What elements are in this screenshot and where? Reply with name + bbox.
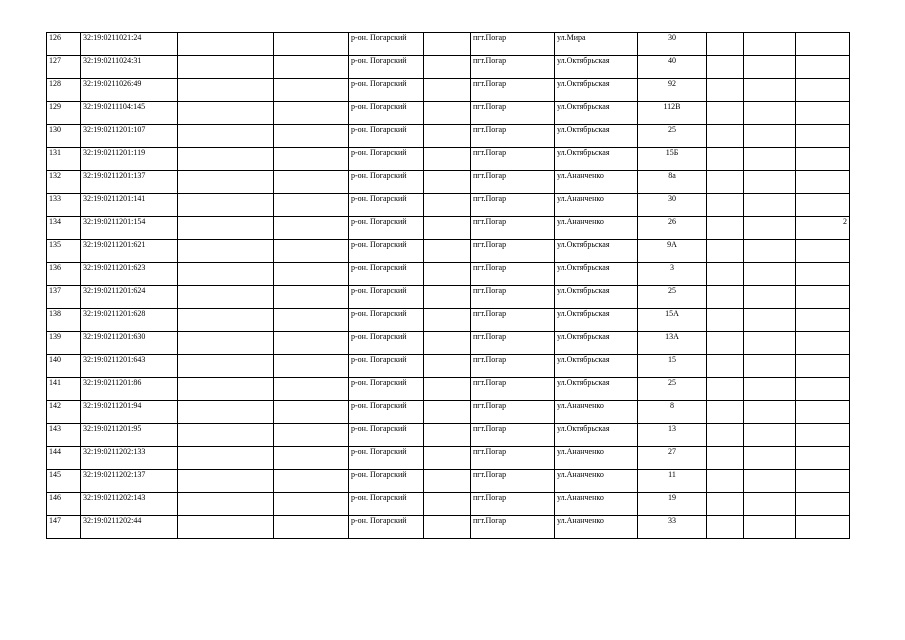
table-row (47, 171, 850, 194)
cadastral-number: 32:19:0211202:143 (81, 493, 178, 516)
empty-cell (424, 194, 471, 217)
empty-cell (707, 470, 744, 493)
empty-cell (707, 401, 744, 424)
empty-cell (274, 102, 349, 125)
town: пгт.Погар (471, 355, 555, 378)
district: р-он. Погарский (349, 33, 424, 56)
table-body (47, 33, 850, 539)
empty-cell (707, 309, 744, 332)
town: пгт.Погар (471, 102, 555, 125)
empty-cell (424, 332, 471, 355)
row-number: 145 (47, 470, 81, 493)
cadastral-number: 32:19:0211104:145 (81, 102, 178, 125)
empty-cell (274, 79, 349, 102)
empty-cell (424, 102, 471, 125)
extra-value (796, 309, 850, 332)
empty-cell (744, 102, 796, 125)
empty-cell (707, 263, 744, 286)
empty-cell (274, 470, 349, 493)
house-number: 9А (638, 240, 707, 263)
empty-cell (707, 424, 744, 447)
table-row (47, 263, 850, 286)
empty-cell (178, 56, 274, 79)
house-number: 19 (638, 493, 707, 516)
empty-cell (707, 217, 744, 240)
empty-cell (707, 378, 744, 401)
row-number: 128 (47, 79, 81, 102)
house-number: 30 (638, 194, 707, 217)
row-number: 134 (47, 217, 81, 240)
table-row (47, 516, 850, 539)
cadastral-number: 32:19:0211201:94 (81, 401, 178, 424)
house-number: 92 (638, 79, 707, 102)
extra-value (796, 102, 850, 125)
house-number: 27 (638, 447, 707, 470)
empty-cell (178, 355, 274, 378)
empty-cell (274, 493, 349, 516)
district: р-он. Погарский (349, 355, 424, 378)
empty-cell (274, 33, 349, 56)
district: р-он. Погарский (349, 447, 424, 470)
town: пгт.Погар (471, 516, 555, 539)
table-row (47, 102, 850, 125)
empty-cell (274, 125, 349, 148)
row-number: 133 (47, 194, 81, 217)
empty-cell (274, 332, 349, 355)
street: ул.Ананченко (555, 493, 638, 516)
cadastral-number: 32:19:0211201:624 (81, 286, 178, 309)
empty-cell (707, 125, 744, 148)
house-number: 15Б (638, 148, 707, 171)
empty-cell (424, 148, 471, 171)
town: пгт.Погар (471, 240, 555, 263)
house-number: 13 (638, 424, 707, 447)
empty-cell (274, 378, 349, 401)
empty-cell (744, 79, 796, 102)
house-number: 8 (638, 401, 707, 424)
street: ул.Ананченко (555, 217, 638, 240)
town: пгт.Погар (471, 309, 555, 332)
street: ул.Октябрьская (555, 332, 638, 355)
street: ул.Октябрьская (555, 79, 638, 102)
empty-cell (178, 470, 274, 493)
empty-cell (707, 516, 744, 539)
empty-cell (707, 332, 744, 355)
empty-cell (424, 56, 471, 79)
property-register-table (46, 32, 850, 539)
street: ул.Октябрьская (555, 424, 638, 447)
extra-value (796, 332, 850, 355)
empty-cell (707, 56, 744, 79)
empty-cell (178, 240, 274, 263)
district: р-он. Погарский (349, 79, 424, 102)
extra-value (796, 171, 850, 194)
empty-cell (744, 355, 796, 378)
street: ул.Ананченко (555, 171, 638, 194)
empty-cell (274, 194, 349, 217)
empty-cell (274, 401, 349, 424)
empty-cell (178, 332, 274, 355)
empty-cell (424, 286, 471, 309)
row-number: 138 (47, 309, 81, 332)
extra-value: 2 (796, 217, 850, 240)
empty-cell (744, 263, 796, 286)
empty-cell (178, 194, 274, 217)
cadastral-number: 32:19:0211201:107 (81, 125, 178, 148)
table-row (47, 355, 850, 378)
extra-value (796, 56, 850, 79)
empty-cell (274, 56, 349, 79)
street: ул.Октябрьская (555, 355, 638, 378)
street: ул.Ананченко (555, 194, 638, 217)
district: р-он. Погарский (349, 493, 424, 516)
empty-cell (274, 240, 349, 263)
extra-value (796, 240, 850, 263)
house-number: 8а (638, 171, 707, 194)
town: пгт.Погар (471, 125, 555, 148)
empty-cell (744, 148, 796, 171)
row-number: 131 (47, 148, 81, 171)
empty-cell (744, 493, 796, 516)
street: ул.Мира (555, 33, 638, 56)
cadastral-number: 32:19:0211202:133 (81, 447, 178, 470)
empty-cell (744, 240, 796, 263)
street: ул.Октябрьская (555, 56, 638, 79)
street: ул.Октябрьская (555, 378, 638, 401)
town: пгт.Погар (471, 447, 555, 470)
empty-cell (744, 516, 796, 539)
row-number: 144 (47, 447, 81, 470)
empty-cell (744, 286, 796, 309)
empty-cell (744, 217, 796, 240)
house-number: 25 (638, 125, 707, 148)
row-number: 139 (47, 332, 81, 355)
empty-cell (744, 332, 796, 355)
house-number: 25 (638, 286, 707, 309)
empty-cell (178, 125, 274, 148)
table-row (47, 447, 850, 470)
district: р-он. Погарский (349, 286, 424, 309)
house-number: 112В (638, 102, 707, 125)
empty-cell (707, 148, 744, 171)
house-number: 25 (638, 378, 707, 401)
extra-value (796, 493, 850, 516)
extra-value (796, 148, 850, 171)
extra-value (796, 447, 850, 470)
table-row (47, 401, 850, 424)
empty-cell (274, 148, 349, 171)
cadastral-number: 32:19:0211201:95 (81, 424, 178, 447)
table-row (47, 332, 850, 355)
extra-value (796, 263, 850, 286)
cadastral-number: 32:19:0211201:643 (81, 355, 178, 378)
empty-cell (274, 309, 349, 332)
empty-cell (178, 171, 274, 194)
street: ул.Ананченко (555, 470, 638, 493)
empty-cell (424, 79, 471, 102)
town: пгт.Погар (471, 332, 555, 355)
empty-cell (744, 447, 796, 470)
street: ул.Ананченко (555, 516, 638, 539)
row-number: 127 (47, 56, 81, 79)
empty-cell (707, 355, 744, 378)
town: пгт.Погар (471, 470, 555, 493)
district: р-он. Погарский (349, 401, 424, 424)
empty-cell (744, 125, 796, 148)
empty-cell (744, 470, 796, 493)
house-number: 3 (638, 263, 707, 286)
table-row (47, 240, 850, 263)
empty-cell (274, 447, 349, 470)
table-row (47, 217, 850, 240)
district: р-он. Погарский (349, 309, 424, 332)
empty-cell (274, 286, 349, 309)
extra-value (796, 401, 850, 424)
table-row (47, 194, 850, 217)
empty-cell (424, 516, 471, 539)
district: р-он. Погарский (349, 56, 424, 79)
empty-cell (424, 378, 471, 401)
house-number: 30 (638, 33, 707, 56)
house-number: 40 (638, 56, 707, 79)
house-number: 33 (638, 516, 707, 539)
street: ул.Октябрьская (555, 240, 638, 263)
cadastral-number: 32:19:0211026:49 (81, 79, 178, 102)
town: пгт.Погар (471, 194, 555, 217)
table-row (47, 286, 850, 309)
cadastral-number: 32:19:0211201:154 (81, 217, 178, 240)
district: р-он. Погарский (349, 194, 424, 217)
row-number: 143 (47, 424, 81, 447)
district: р-он. Погарский (349, 516, 424, 539)
town: пгт.Погар (471, 401, 555, 424)
cadastral-number: 32:19:0211201:621 (81, 240, 178, 263)
cadastral-number: 32:19:0211201:628 (81, 309, 178, 332)
empty-cell (744, 171, 796, 194)
empty-cell (178, 401, 274, 424)
empty-cell (707, 447, 744, 470)
empty-cell (744, 378, 796, 401)
extra-value (796, 424, 850, 447)
empty-cell (424, 309, 471, 332)
town: пгт.Погар (471, 217, 555, 240)
district: р-он. Погарский (349, 424, 424, 447)
empty-cell (178, 217, 274, 240)
empty-cell (424, 125, 471, 148)
row-number: 135 (47, 240, 81, 263)
table-row (47, 79, 850, 102)
cadastral-number: 32:19:0211201:141 (81, 194, 178, 217)
empty-cell (424, 355, 471, 378)
table-row (47, 56, 850, 79)
extra-value (796, 378, 850, 401)
cadastral-number: 32:19:0211201:137 (81, 171, 178, 194)
row-number: 126 (47, 33, 81, 56)
row-number: 142 (47, 401, 81, 424)
street: ул.Октябрьская (555, 309, 638, 332)
empty-cell (744, 309, 796, 332)
house-number: 15А (638, 309, 707, 332)
empty-cell (274, 516, 349, 539)
empty-cell (707, 33, 744, 56)
empty-cell (424, 33, 471, 56)
row-number: 147 (47, 516, 81, 539)
empty-cell (274, 171, 349, 194)
town: пгт.Погар (471, 286, 555, 309)
street: ул.Ананченко (555, 447, 638, 470)
empty-cell (178, 33, 274, 56)
extra-value (796, 194, 850, 217)
street: ул.Октябрьская (555, 125, 638, 148)
town: пгт.Погар (471, 378, 555, 401)
town: пгт.Погар (471, 33, 555, 56)
empty-cell (424, 240, 471, 263)
empty-cell (178, 286, 274, 309)
empty-cell (178, 493, 274, 516)
town: пгт.Погар (471, 263, 555, 286)
empty-cell (178, 102, 274, 125)
table-row (47, 493, 850, 516)
table-row (47, 148, 850, 171)
empty-cell (744, 56, 796, 79)
empty-cell (178, 378, 274, 401)
empty-cell (707, 493, 744, 516)
row-number: 136 (47, 263, 81, 286)
empty-cell (424, 217, 471, 240)
house-number: 13А (638, 332, 707, 355)
row-number: 140 (47, 355, 81, 378)
empty-cell (178, 148, 274, 171)
street: ул.Октябрьская (555, 263, 638, 286)
empty-cell (178, 424, 274, 447)
district: р-он. Погарский (349, 102, 424, 125)
row-number: 146 (47, 493, 81, 516)
empty-cell (707, 286, 744, 309)
extra-value (796, 33, 850, 56)
empty-cell (707, 102, 744, 125)
cadastral-number: 32:19:0211021:24 (81, 33, 178, 56)
empty-cell (744, 33, 796, 56)
cadastral-number: 32:19:0211201:623 (81, 263, 178, 286)
empty-cell (424, 424, 471, 447)
empty-cell (744, 424, 796, 447)
cadastral-number: 32:19:0211201:630 (81, 332, 178, 355)
empty-cell (744, 401, 796, 424)
extra-value (796, 470, 850, 493)
cadastral-number: 32:19:0211024:31 (81, 56, 178, 79)
town: пгт.Погар (471, 424, 555, 447)
district: р-он. Погарский (349, 240, 424, 263)
empty-cell (424, 470, 471, 493)
extra-value (796, 355, 850, 378)
district: р-он. Погарский (349, 171, 424, 194)
extra-value (796, 79, 850, 102)
empty-cell (707, 240, 744, 263)
town: пгт.Погар (471, 493, 555, 516)
cadastral-number: 32:19:0211201:86 (81, 378, 178, 401)
street: ул.Ананченко (555, 401, 638, 424)
extra-value (796, 125, 850, 148)
empty-cell (424, 263, 471, 286)
row-number: 130 (47, 125, 81, 148)
district: р-он. Погарский (349, 217, 424, 240)
cadastral-number: 32:19:0211202:137 (81, 470, 178, 493)
empty-cell (178, 263, 274, 286)
empty-cell (274, 355, 349, 378)
table-row (47, 470, 850, 493)
row-number: 129 (47, 102, 81, 125)
empty-cell (178, 79, 274, 102)
district: р-он. Погарский (349, 263, 424, 286)
empty-cell (707, 171, 744, 194)
table-row (47, 424, 850, 447)
town: пгт.Погар (471, 79, 555, 102)
empty-cell (274, 424, 349, 447)
row-number: 141 (47, 378, 81, 401)
house-number: 11 (638, 470, 707, 493)
district: р-он. Погарский (349, 125, 424, 148)
extra-value (796, 516, 850, 539)
empty-cell (424, 171, 471, 194)
table-row (47, 33, 850, 56)
street: ул.Октябрьская (555, 148, 638, 171)
cadastral-number: 32:19:0211202:44 (81, 516, 178, 539)
empty-cell (424, 401, 471, 424)
table-row (47, 378, 850, 401)
empty-cell (707, 79, 744, 102)
district: р-он. Погарский (349, 148, 424, 171)
table-row (47, 309, 850, 332)
row-number: 137 (47, 286, 81, 309)
cadastral-number: 32:19:0211201:119 (81, 148, 178, 171)
empty-cell (274, 217, 349, 240)
empty-cell (707, 194, 744, 217)
row-number: 132 (47, 171, 81, 194)
district: р-он. Погарский (349, 378, 424, 401)
empty-cell (178, 309, 274, 332)
district: р-он. Погарский (349, 332, 424, 355)
house-number: 15 (638, 355, 707, 378)
empty-cell (178, 447, 274, 470)
town: пгт.Погар (471, 148, 555, 171)
empty-cell (274, 263, 349, 286)
empty-cell (424, 493, 471, 516)
street: ул.Октябрьская (555, 286, 638, 309)
empty-cell (424, 447, 471, 470)
extra-value (796, 286, 850, 309)
empty-cell (744, 194, 796, 217)
street: ул.Октябрьская (555, 102, 638, 125)
town: пгт.Погар (471, 56, 555, 79)
table-row (47, 125, 850, 148)
house-number: 26 (638, 217, 707, 240)
town: пгт.Погар (471, 171, 555, 194)
empty-cell (178, 516, 274, 539)
district: р-он. Погарский (349, 470, 424, 493)
